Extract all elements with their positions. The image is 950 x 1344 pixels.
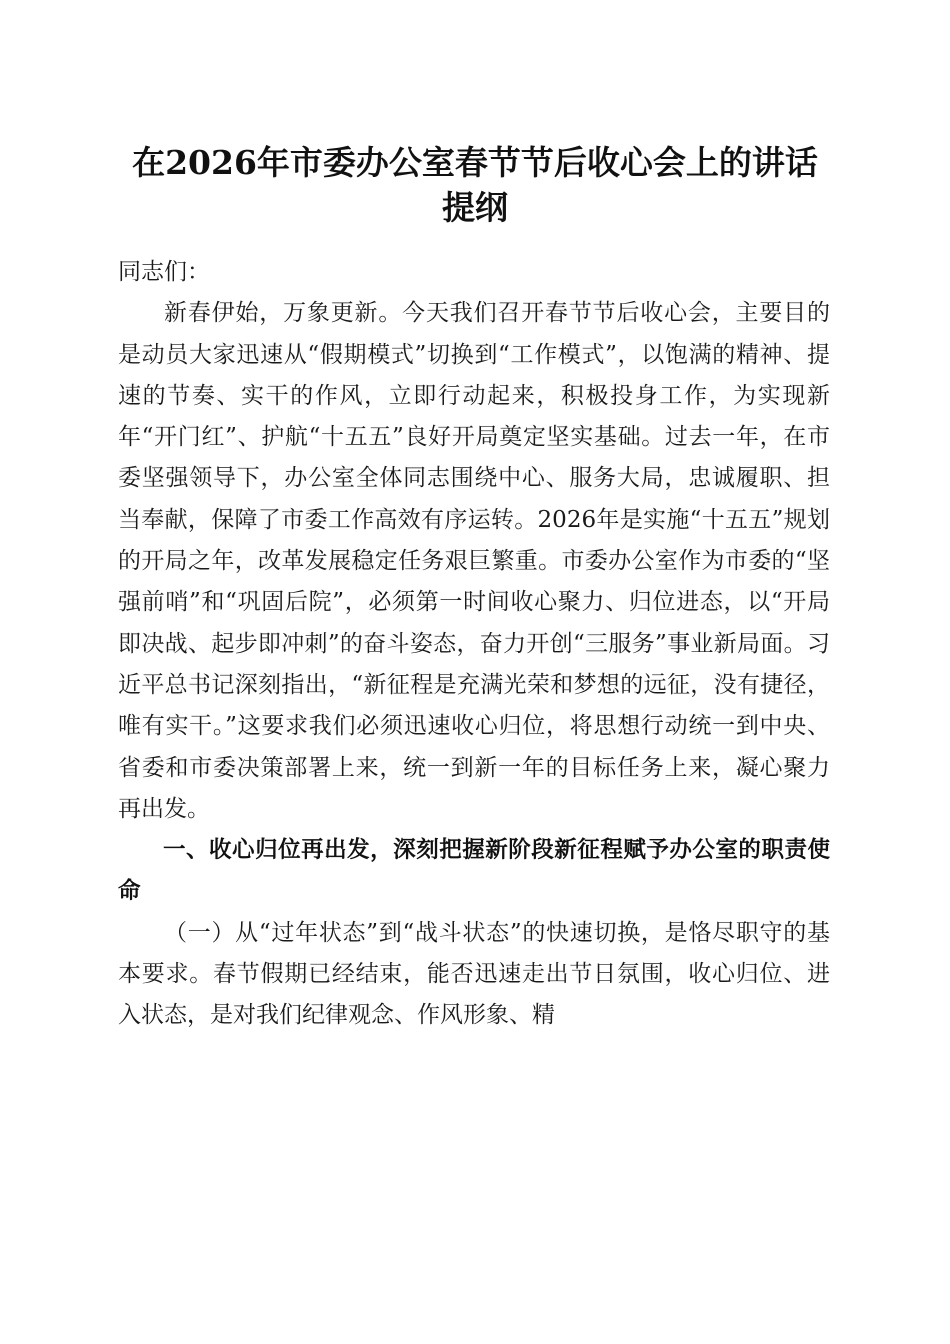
section-heading: 一、收心归位再出发，深刻把握新阶段新征程赋予办公室的职责使命 [118, 837, 830, 905]
document-body [118, 252, 830, 1037]
subsection-paragraph: （一）从“过年状态”到“战斗状态”的快速切换，是恪尽职守的基本要求。春节假期已经结束，能否迅速走出节日氛围，收心归位、进入状态，是对我们纪律观念、作风形象、精 [118, 919, 830, 1029]
document-title: 在2026年市委办公室春节节后收心会上的讲话提纲 [132, 143, 818, 227]
salutation: 同志们： [118, 259, 210, 285]
intro-paragraph: 新春伊始，万象更新。今天我们召开春节节后收心会，主要目的是动员大家迅速从“假期模式”切换到“工作模式”，以饱满的精神、提速的节奏、实干的作风，立即行动起来，积极投身工作，为实现新年“开门红”、护航“十五五”良好开局奠定坚实基础。过去一年，在市委坚强领导下，办公室全体同志围绕中心、服务大局，忠诚履职、担当奉献，保障了市委工作高效有序运转。2026年是实施“十五五”规划的开局之年，改革发展稳定任务艰巨繁重。市委办公室作为市委的“坚强前哨”和“巩固后院”，必须第一时间收心聚力、归位进态，以“开局即决战、起步即冲刺”的奋斗姿态，奋力开创“三服务”事业新局面。习近平总书记深刻指出，“新征程是充满光荣和梦想的远征，没有捷径，唯有实干。”这要求我们必须迅速收心归位，将思想行动统一到中央、省委和市委决策部署上来，统一到新一年的目标任务上来，凝心聚力再出发。 [118, 300, 830, 822]
